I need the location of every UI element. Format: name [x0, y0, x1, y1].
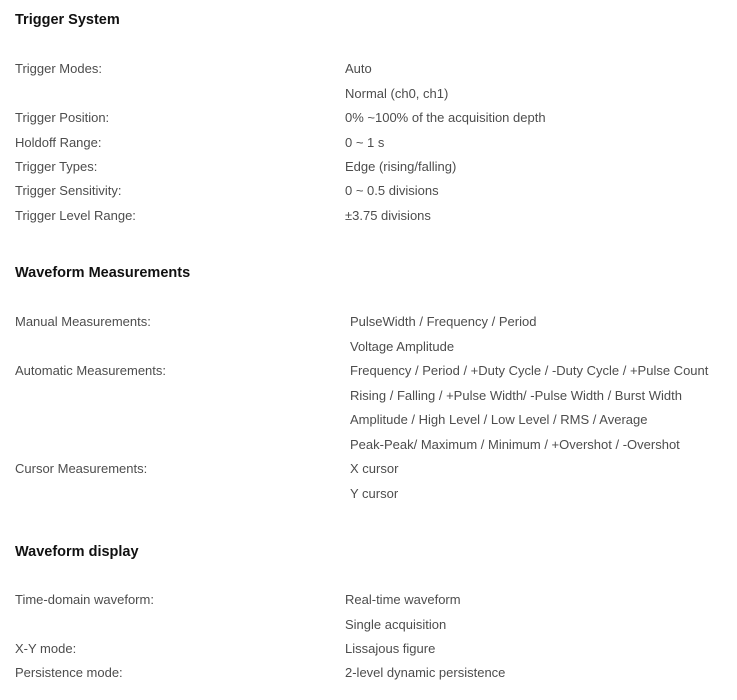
row-value-trigger-types: Edge (rising/falling)	[345, 159, 457, 174]
row-value-x-y-mode: Lissajous figure	[345, 641, 436, 656]
row-value-trigger-position: 0% ~100% of the acquisition depth	[345, 110, 546, 125]
row-value-cursor-measurements-1: X cursor	[350, 461, 399, 476]
row-value-manual-measurements-1: PulseWidth / Frequency / Period	[350, 314, 537, 329]
row-label-trigger-modes: Trigger Modes:	[15, 61, 102, 76]
row-label-automatic-measurements: Automatic Measurements:	[15, 363, 167, 378]
row-label-holdoff-range: Holdoff Range:	[15, 135, 102, 150]
row-value-trigger-level-range: ±3.75 divisions	[345, 208, 431, 223]
row-label-trigger-position: Trigger Position:	[15, 110, 110, 125]
row-value-cursor-measurements-2: Y cursor	[350, 486, 399, 501]
row-label-time-domain-waveform: Time-domain waveform:	[15, 592, 154, 607]
row-value-trigger-sensitivity: 0 ~ 0.5 divisions	[345, 183, 439, 198]
row-label-cursor-measurements: Cursor Measurements:	[15, 461, 148, 476]
row-value-manual-measurements-2: Voltage Amplitude	[350, 339, 455, 354]
row-label-trigger-sensitivity: Trigger Sensitivity:	[15, 183, 122, 198]
row-label-persistence-mode: Persistence mode:	[15, 665, 123, 680]
row-value-trigger-modes-1: Auto	[345, 61, 372, 76]
row-value-time-domain-waveform-1: Real-time waveform	[345, 592, 461, 607]
row-value-automatic-measurements-3: Amplitude / High Level / Low Level / RMS / Average	[350, 412, 648, 427]
row-label-trigger-level-range: Trigger Level Range:	[15, 208, 136, 223]
row-value-automatic-measurements-4: Peak-Peak/ Maximum / Minimum / +Overshot / -Overshot	[350, 437, 680, 452]
row-value-trigger-modes-2: Normal (ch0, ch1)	[345, 86, 449, 101]
section-title-waveform-measurements: Waveform Measurements	[15, 265, 191, 281]
row-label-trigger-types: Trigger Types:	[15, 159, 98, 174]
row-value-automatic-measurements-2: Rising / Falling / +Pulse Width/ -Pulse Width / Burst Width	[350, 388, 682, 403]
row-value-automatic-measurements-1: Frequency / Period / +Duty Cycle / -Duty Cycle / +Pulse Count	[350, 363, 709, 378]
row-value-persistence-mode: 2-level dynamic persistence	[345, 665, 506, 680]
section-title-trigger-system: Trigger System	[15, 12, 120, 28]
row-label-manual-measurements: Manual Measurements:	[15, 314, 151, 329]
row-value-time-domain-waveform-2: Single acquisition	[345, 617, 447, 632]
row-value-holdoff-range: 0 ~ 1 s	[345, 135, 385, 150]
row-label-x-y-mode: X-Y mode:	[15, 641, 77, 656]
section-title-waveform-display: Waveform display	[15, 544, 139, 560]
